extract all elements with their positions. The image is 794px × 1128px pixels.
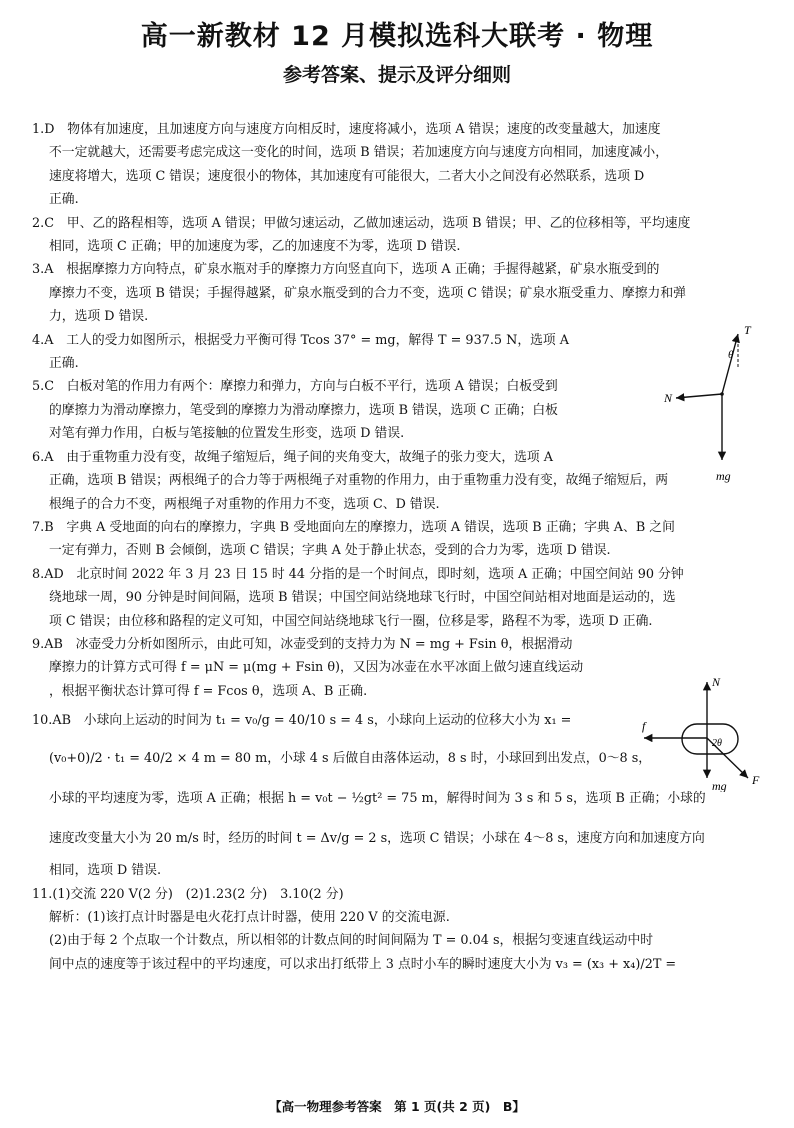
answer-line: 4.A 工人的受力如图所示，根据受力平衡可得 Tcos 37° = mg，解得 T = 937.5 N，选项 A — [32, 332, 570, 348]
answer-line: 一定有弹力，否则 B 会倾倒，选项 C 错误；字典 A 处于静止状态，受到的合力为零，选项 D 错误. — [49, 543, 611, 559]
answer-line: 对笔有弹力作用，白板与笔接触的位置发生形变，选项 D 错误. — [49, 426, 405, 442]
contact-point — [720, 392, 724, 396]
answer-7 — [32, 516, 766, 563]
answer-line: 正确. — [49, 192, 79, 208]
answer-line: 绕地球一周，90 分钟是时间间隔，选项 B 错误；中国空间站绕地球飞行时，中国空间站相对地面是运动的，选 — [49, 590, 676, 606]
answer-line: 相同，选项 D 错误. — [49, 863, 162, 879]
answer-2 — [32, 212, 766, 259]
answer-line: 10.AB 小球向上运动的时间为 t₁ = v₀/g = 40/10 s = 4 s，小球向上运动的位移大小为 x₁ = — [32, 713, 572, 729]
force-N-arrow — [676, 394, 722, 398]
answer-line: 9.AB 冰壶受力分析如图所示，由此可知，冰壶受到的支持力为 N = mg + Fsin θ，根据滑动 — [32, 636, 573, 652]
label-mg: mg — [716, 469, 731, 483]
label-f: f — [642, 719, 646, 733]
curling-stone-shape — [682, 724, 738, 754]
answer-line: 解析：(1)该打点计时器是电火花打点计时器，使用 220 V 的交流电源. — [49, 909, 450, 925]
answer-line: 1.D 物体有加速度，且加速度方向与速度方向相反时，速度将减小，选项 A 错误；速度的改变量越大，加速度 — [32, 122, 661, 137]
answer-line: 6.A 由于重物重力没有变，故绳子缩短后，绳子间的夹角变大，故绳子的张力变大，选项 A — [32, 449, 554, 465]
label-theta: 2θ — [712, 738, 722, 749]
answer-4 — [32, 329, 640, 376]
answer-line: (v₀+0)/2 · t₁ = 40/2 × 4 m = 80 m，小球 4 s 后做自由落体运动，8 s 时，小球回到出发点，0～8 s， — [49, 751, 652, 767]
page-footer: 【高一物理参考答案 第 1 页(共 2 页) B】 — [269, 1099, 525, 1114]
answer-line: 11.(1)交流 220 V(2 分) (2)1.23(2 分) 3.10(2 分) — [32, 886, 344, 902]
answer-line: 5.C 白板对笔的作用力有两个：摩擦力和弹力，方向与白板不平行，选项 A 错误；白板受到 — [32, 379, 558, 395]
answer-line: 2.C 甲、乙的路程相等，选项 A 错误；甲做匀速运动，乙做加速运动，选项 B 错误；甲、乙的位移相等，平均速度 — [32, 215, 691, 231]
answer-line: 项 C 错误；由位移和路程的定义可知，中国空间站绕地球飞行一圈，位移是零，路程不为零，选项 D 正确. — [49, 613, 653, 629]
answer-content — [32, 118, 766, 976]
answer-line: 不一定就越大，还需要考虑完成这一变化的时间，选项 B 错误；若加速度方向与速度方向相同，加速度减小， — [49, 145, 668, 161]
answer-line: 8.AD 北京时间 2022 年 3 月 23 日 15 时 44 分指的是一个时间点，即时刻，选项 A 正确；中国空间站 90 分钟 — [32, 566, 684, 582]
answer-8 — [32, 563, 766, 633]
answer-line: 力，选项 D 错误. — [49, 309, 149, 325]
answer-line: 根绳子的合力不变，两根绳子对重物的作用力不变，选项 C、D 错误. — [49, 496, 440, 512]
label-F: F — [752, 773, 760, 787]
label-N: N — [664, 391, 673, 405]
answer-line: 3.A 根据摩擦力方向特点，矿泉水瓶对手的摩擦力方向竖直向下，选项 A 正确；手握得越紧，矿泉水瓶受到的 — [32, 262, 660, 278]
label-theta: θ — [728, 349, 734, 361]
answer-line: 相同，选项 C 正确；甲的加速度为零，乙的加速度不为零，选项 D 错误. — [49, 239, 461, 255]
curling-force-diagram — [636, 672, 776, 792]
answer-line: 的摩擦力为滑动摩擦力，笔受到的摩擦力为滑动摩擦力，选项 B 错误，选项 C 正确；白板 — [49, 402, 558, 418]
label-T: T — [744, 323, 751, 337]
answer-line: 摩擦力的计算方式可得 f = μN = μ(mg + Fsin θ)，又因为冰壶在水平冰面上做匀速直线运动 — [49, 660, 584, 676]
answer-3 — [32, 258, 766, 328]
page-subtitle: 参考答案、提示及评分细则 — [282, 64, 511, 86]
answer-line: 速度将增大，选项 C 错误；速度很小的物体，其加速度有可能很大，二者大小之间没有必然联系，选项 D — [49, 168, 645, 184]
answer-line: ，根据平衡状态计算可得 f = Fcos θ，选项 A、B 正确. — [49, 683, 368, 699]
answer-line: 速度改变量大小为 20 m/s 时，经历的时间 t = Δv/g = 2 s，选项 C 错误；小球在 4～8 s，速度方向和加速度方向 — [49, 831, 705, 847]
page-title: 高一新教材 12 月模拟选科大联考 · 物理 — [140, 21, 654, 52]
answer-5 — [32, 375, 640, 445]
answer-line: (2)由于每 2 个点取一个计数点，所以相邻的计数点间的时间间隔为 T = 0.04 s，根据匀变速直线运动中时 — [49, 933, 654, 949]
label-mg: mg — [712, 779, 727, 792]
answer-11 — [32, 883, 766, 977]
label-N: N — [712, 675, 721, 689]
answer-line: 正确，选项 B 错误；两根绳子的合力等于两根绳子对重物的作用力，由于重物重力没有变，故绳子缩短后，两 — [49, 473, 668, 489]
answer-line: 7.B 字典 A 受地面的向右的摩擦力，字典 B 受地面向左的摩擦力，选项 A 错误，选项 B 正确；字典 A、B 之间 — [32, 519, 675, 535]
worker-force-diagram — [654, 320, 774, 490]
force-T-arrow — [722, 334, 738, 394]
answer-line: 间中点的速度等于该过程中的平均速度，可以求出打纸带上 3 点时小车的瞬时速度大小为 v₃ = (x₃ + x₄)/2T = — [49, 956, 677, 972]
answer-line: 小球的平均速度为零，选项 A 正确；根据 h = v₀t − ½gt² = 75 m，解得时间为 3 s 和 5 s，选项 B 正确；小球的 — [49, 791, 706, 807]
answer-1 — [32, 118, 766, 212]
answer-line: 摩擦力不变，选项 B 错误；手握得越紧，矿泉水瓶受到的合力不变，选项 C 错误；矿泉水瓶受重力、摩擦力和弹 — [49, 285, 686, 301]
answer-line: 正确. — [49, 356, 79, 372]
